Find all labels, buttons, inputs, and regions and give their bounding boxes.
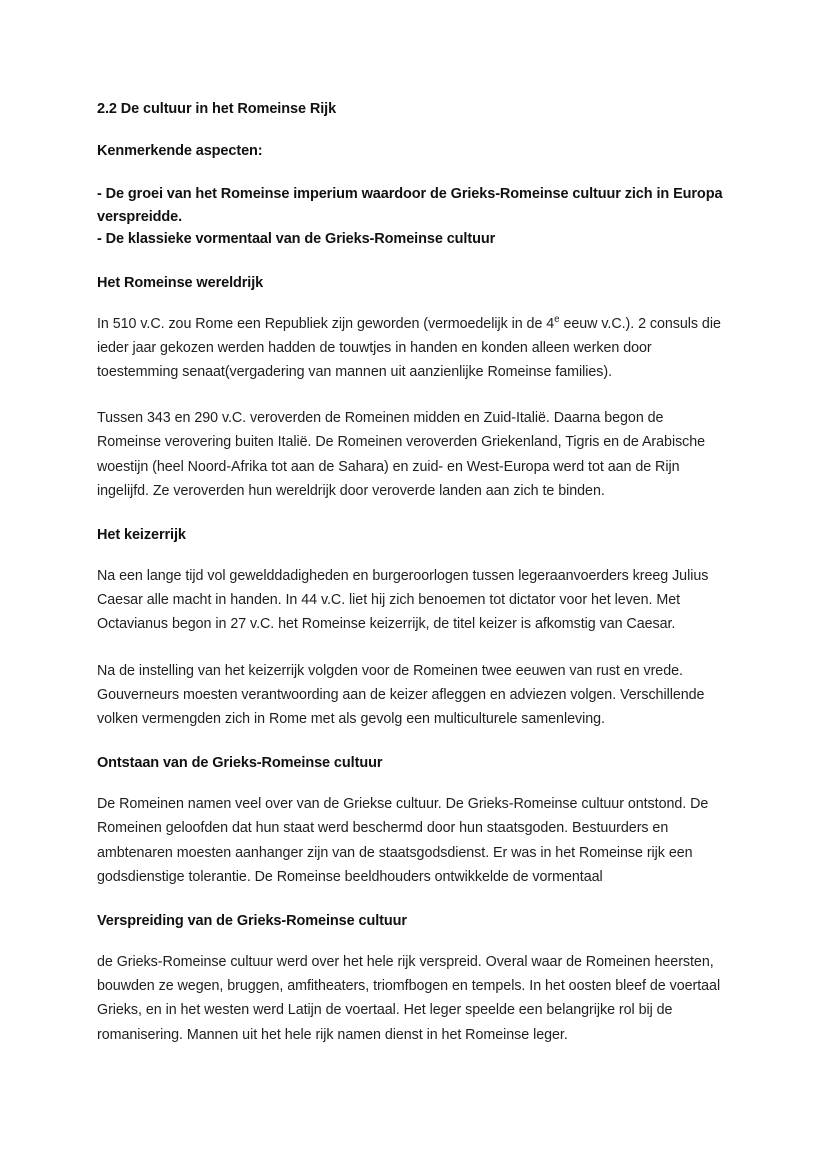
section-title-block <box>97 99 731 119</box>
list-item: - De groei van het Romeinse imperium waardoor de Grieks-Romeinse cultuur zich in Europa verspreidde. <box>97 186 723 225</box>
paragraph-block <box>97 792 731 889</box>
paragraph-verovering: Tussen 343 en 290 v.C. veroverden de Romeinen midden en Zuid-Italië. Daarna begon de Romeinse verovering buiten Italië. De Romeinen veroverden Griekenland, Tigris en de Arabische woestijn (heel Noord-Afrika tot aan de Sahara) en zuid- en West-Europa werd tot aan de Rijn ingelijfd. Ze veroverden hun wereldrijk door veroverde landen aan zich te binden. <box>97 410 706 499</box>
section-heading-ontstaan: Ontstaan van de Grieks-Romeinse cultuur <box>97 755 383 772</box>
section-heading-keizerrijk-block <box>97 525 731 545</box>
paragraph-block <box>97 564 731 637</box>
ordinal-superscript: e <box>554 313 560 325</box>
paragraph-verspreiding: de Grieks-Romeinse cultuur werd over het hele rijk verspreid. Overal waar de Romeinen heersten, bouwden ze wegen, bruggen, amfitheaters, triomfbogen en tempels. In het oosten bleef de voertaal Grieks, en in het westen werd Latijn de voertaal. Het leger speelde een belangrijke rol bij de romanisering. Mannen uit het hele rijk namen dienst in het Romeinse leger. <box>97 953 721 1043</box>
section-heading-wereldrijk-block <box>97 273 731 293</box>
paragraph-republiek <box>97 312 731 385</box>
paragraph-caesar: Na een lange tijd vol gewelddadigheden en burgeroorlogen tussen legeraanvoerders kreeg Julius Caesar alle macht in handen. In 44 v.C. liet hij zich benoemen tot dictator voor het leven. Met Octavianus begon in 27 v.C. het Romeinse keizerrijk, de titel keizer is afkomstig van Caesar. <box>97 567 709 633</box>
list-item: - De klassieke vormentaal van de Grieks-Romeinse cultuur <box>97 231 496 247</box>
aspects-label-block <box>97 141 731 161</box>
section-heading-ontstaan-block <box>97 753 731 773</box>
section-heading-keizerrijk: Het keizerrijk <box>97 526 186 543</box>
paragraph-griekse-cultuur: De Romeinen namen veel over van de Griekse cultuur. De Grieks-Romeinse cultuur ontstond. De Romeinen geloofden dat hun staat werd beschermd door hun staatsgoden. Bestuurders en ambtenaren moesten aanhanger zijn van de staatsgodsdienst. Er was in het Romeinse rijk een godsdienstige tolerantie. De Romeinse beeldhouders ontwikkelde de vormentaal <box>97 796 709 885</box>
paragraph-text-before-sup: In 510 v.C. zou Rome een Republiek zijn geworden (vermoedelijk in de 4 <box>97 315 555 332</box>
section-heading-verspreiding-block <box>97 911 731 931</box>
paragraph-block <box>97 950 731 1047</box>
paragraph-text-after-sup: eeuw v.C.). 2 consuls die ieder jaar gekozen werden hadden de touwtjes in handen en konden alleen werken door toestemming senaat(vergadering van mannen uit aanzienlijke Romeinse families). <box>97 315 721 380</box>
aspects-list <box>97 183 731 251</box>
document-content <box>97 99 731 1069</box>
section-heading-verspreiding: Verspreiding van de Grieks-Romeinse cultuur <box>97 912 407 929</box>
paragraph-block <box>97 406 731 503</box>
section-heading-wereldrijk: Het Romeinse wereldrijk <box>97 274 264 291</box>
aspects-label: Kenmerkende aspecten: <box>97 143 263 159</box>
page-title: 2.2 De cultuur in het Romeinse Rijk <box>97 101 337 117</box>
paragraph-gouverneurs: Na de instelling van het keizerrijk volgden voor de Romeinen twee eeuwen van rust en vrede. Gouverneurs moesten verantwoording aan de keizer afleggen en adviezen volgen. Verschillende volken vermengden zich in Rome met als gevolg een multiculturele samenleving. <box>97 662 705 727</box>
paragraph-block <box>97 659 731 732</box>
paragraph-block <box>97 312 731 385</box>
